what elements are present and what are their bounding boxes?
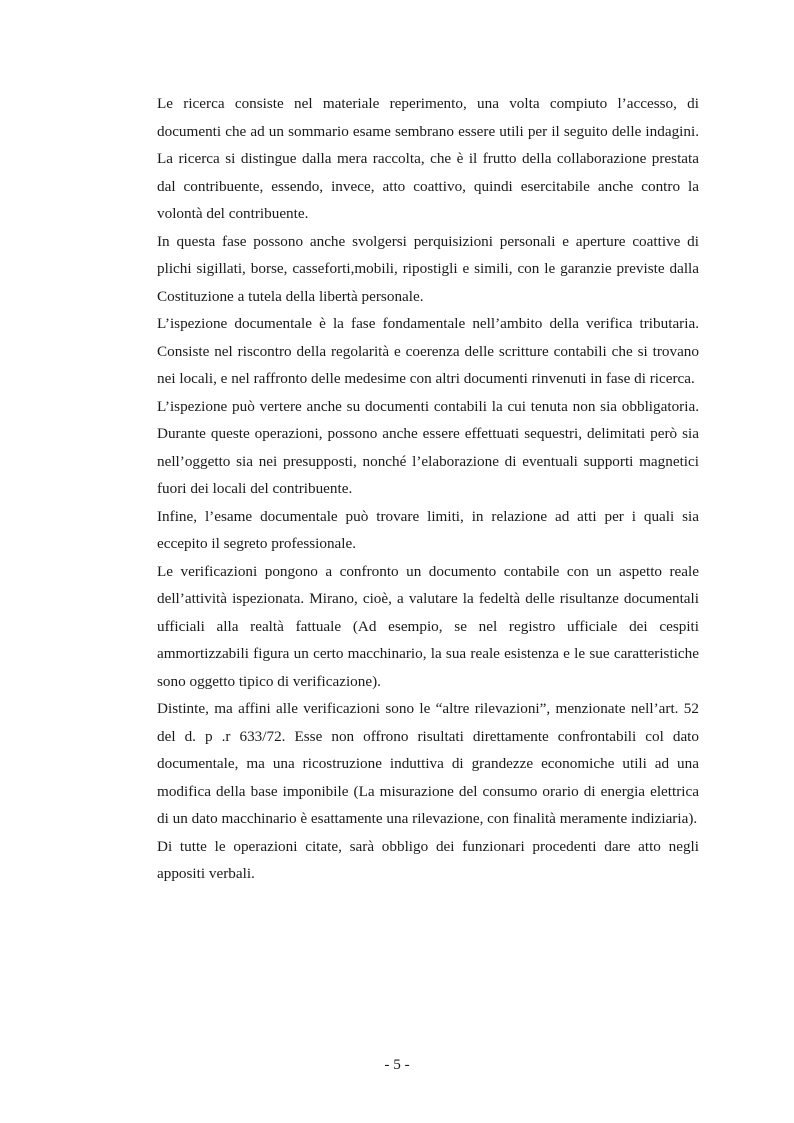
paragraph-ispezione-documentale: L’ispezione documentale è la fase fondamentale nell’ambito della verifica tributaria. Consiste nel riscontro della regolarità e coerenza delle scritture contabili che si trovano nei locali, e nel raffronto delle medesime con altri documenti rinvenuti in fase di ricerca. bbox=[157, 315, 699, 387]
paragraph-ricerca: Le ricerca consiste nel materiale reperimento, una volta compiuto l’accesso, di documenti che ad un sommario esame sembrano essere utili per il seguito delle indagini. La ricerca si distingue dalla mera raccolta, che è il frutto della collaborazione prestata dal contribuente, essendo, invece, atto coattivo, quindi esercitabile anche contro la volontà del contribuente. bbox=[157, 95, 699, 222]
paragraph-limiti: Infine, l’esame documentale può trovare limiti, in relazione ad atti per i quali sia eccepito il segreto professionale. bbox=[157, 507, 699, 552]
paragraph-verificazioni: Le verificazioni pongono a confronto un documento contabile con un aspetto reale dell’attività ispezionata. Mirano, cioè, a valutare la fedeltà delle risultanze documentali ufficiali alla realtà fattuale (Ad esempio, se nel registro ufficiale dei cespiti ammortizzabili figura un certo macchinario, la sua reale esistenza e le sue caratteristiche sono oggetto tipico di verificazione). bbox=[157, 562, 699, 690]
paragraph-altre-rilevazioni: Distinte, ma affini alle verificazioni sono le “altre rilevazioni”, menzionate nell’art. 52 del d. p .r 633/72. Esse non offrono risultati direttamente confrontabili col dato documentale, ma una ricostruzione induttiva di grandezze economiche utili ad una modifica della base imponibile (La misurazione del consumo orario di energia elettrica di un dato macchinario è esattamente una rilevazione, con finalità meramente indiziaria). bbox=[157, 700, 699, 827]
page-number: - 5 - bbox=[384, 1056, 410, 1073]
paragraph-perquisizioni: In questa fase possono anche svolgersi perquisizioni personali e aperture coattive di plichi sigillati, borse, casseforti,mobili, ripostigli e simili, con le garanzie previste dalla Costituzione a tutela della libertà personale. bbox=[157, 232, 699, 305]
body-text bbox=[157, 90, 699, 888]
paragraph-ispezione-contabili: L’ispezione può vertere anche su documenti contabili la cui tenuta non sia obbligatoria. Durante queste operazioni, possono anche essere effettuati sequestri, delimitati però sia nell’oggetto sia nei presupposti, nonché l’elaborazione di eventuali supporti magnetici fuori dei locali del contribuente. bbox=[157, 397, 699, 497]
paragraph-verbali: Di tutte le operazioni citate, sarà obbligo dei funzionari procedenti dare atto negli appositi verbali. bbox=[157, 837, 699, 882]
